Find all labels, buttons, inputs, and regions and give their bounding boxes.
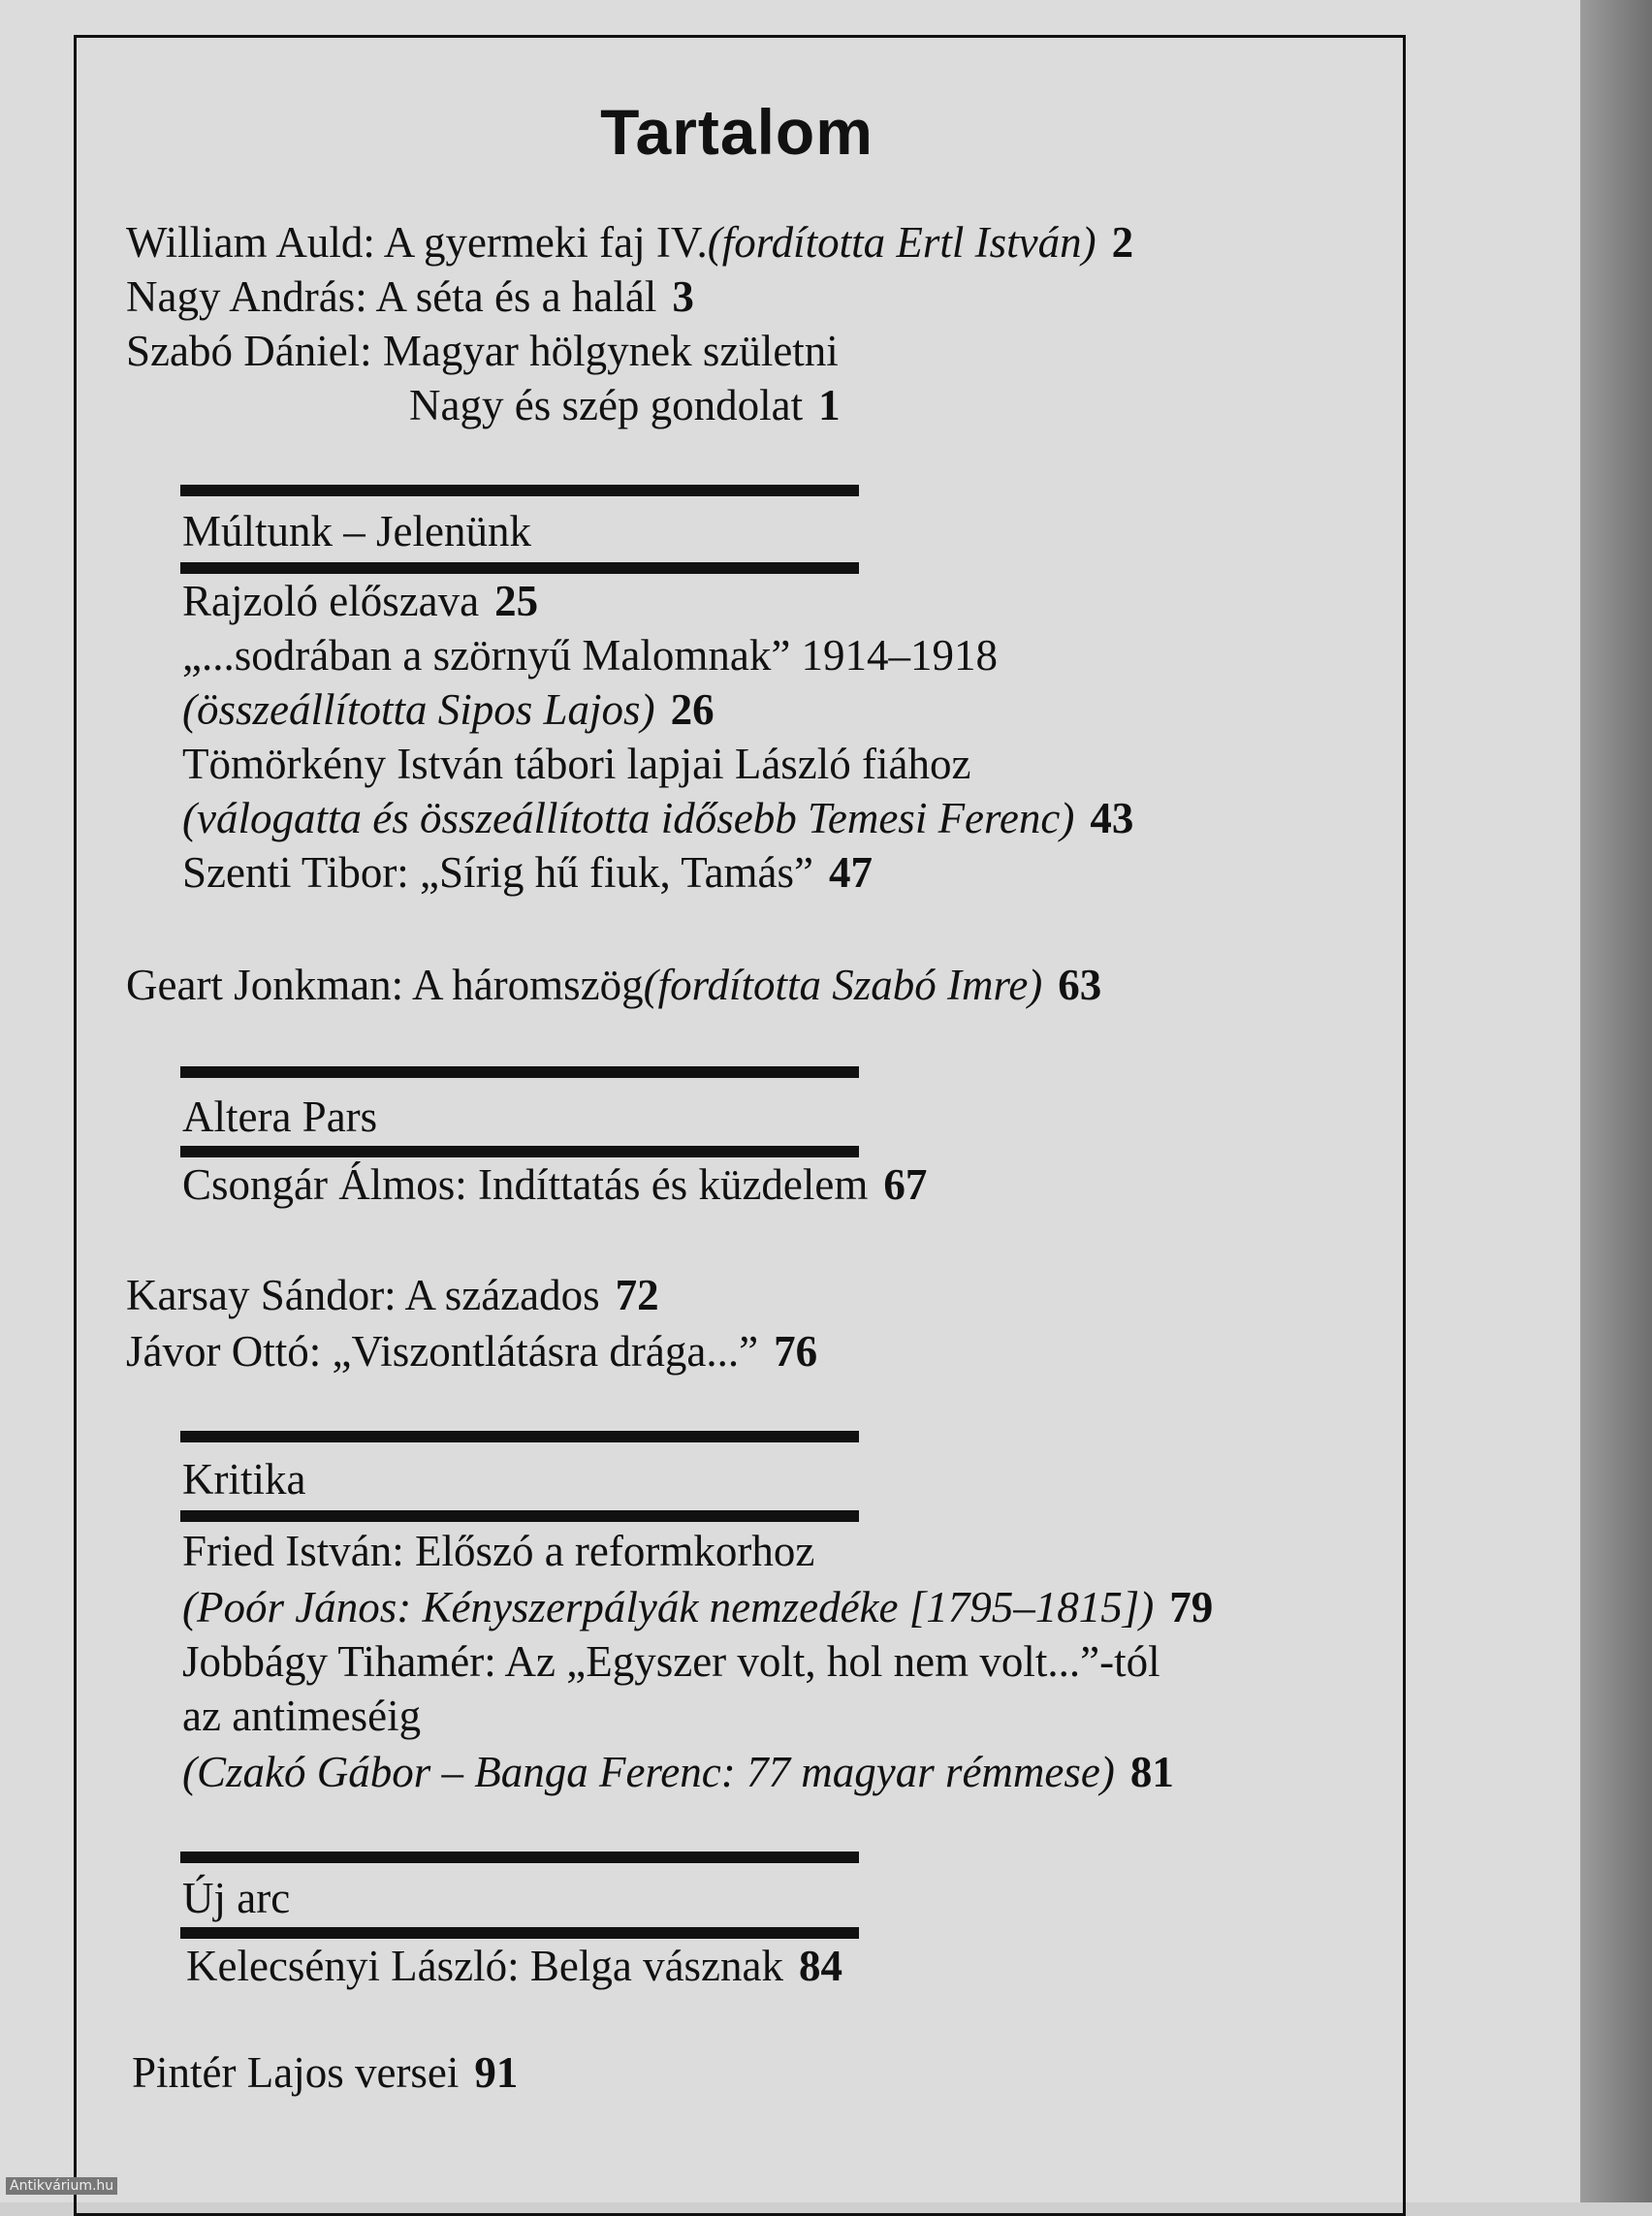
section-rule-bottom xyxy=(180,562,859,574)
entry-text: „...sodrában a szörnyű Malomnak” 1914–1918 xyxy=(182,631,999,680)
section-rule-bottom xyxy=(180,1146,859,1157)
entry-text: Nagy és szép gondolat xyxy=(409,381,804,429)
section-heading-multunk: Múltunk – Jelenünk xyxy=(182,507,531,555)
toc-entry xyxy=(182,1157,927,1212)
entry-page: 63 xyxy=(1058,961,1102,1009)
toc-entry xyxy=(126,1324,817,1378)
section-heading-altera: Altera Pars xyxy=(182,1092,378,1141)
entry-page: 1 xyxy=(818,381,841,429)
toc-entry xyxy=(182,1580,1213,1634)
entry-page: 84 xyxy=(799,1942,843,1990)
entry-text: Rajzoló előszava xyxy=(182,577,480,625)
toc-entry-auld xyxy=(126,215,1133,269)
entry-page: 81 xyxy=(1129,1748,1174,1796)
toc-entry xyxy=(182,1634,1160,1689)
toc-entry xyxy=(182,737,970,791)
entry-note: (fordította Szabó Imre) xyxy=(643,961,1043,1009)
toc-entry-nagy xyxy=(126,269,694,324)
section-rule-bottom xyxy=(180,1510,859,1522)
watermark: Antikvárium.hu xyxy=(6,2177,117,2195)
entry-text: Szabó Dániel: Magyar hölgynek születni xyxy=(126,327,839,375)
toc-entry xyxy=(182,1689,421,1743)
entry-text: Geart Jonkman: A háromszög xyxy=(126,961,644,1009)
toc-entry xyxy=(182,1524,814,1578)
toc-entry-jonkman xyxy=(126,958,1101,1012)
entry-page: 67 xyxy=(883,1160,928,1209)
section-heading-ujarc: Új arc xyxy=(182,1874,291,1922)
entry-note: (fordította Ertl István) xyxy=(707,218,1096,267)
entry-text: Tömörkény István tábori lapjai László fiához xyxy=(182,740,971,788)
entry-text: (válogatta és összeállította idősebb Temesi Ferenc) xyxy=(182,794,1075,842)
entry-page: 25 xyxy=(494,577,539,625)
entry-page: 91 xyxy=(474,2048,519,2097)
entry-text: (összeállította Sipos Lajos) xyxy=(182,685,655,734)
section-rule-top xyxy=(180,1066,859,1078)
entry-page: 2 xyxy=(1111,218,1134,267)
toc-entry-szabo xyxy=(126,324,839,378)
entry-text: az antimeséig xyxy=(182,1692,422,1740)
entry-text: Pintér Lajos versei xyxy=(132,2048,460,2097)
section-rule-bottom xyxy=(180,1927,859,1939)
section-rule-top xyxy=(180,1852,859,1863)
page-title: Tartalom xyxy=(600,96,874,168)
entry-page: 26 xyxy=(670,685,715,734)
entry-text: Jávor Ottó: „Viszontlátásra drága...” xyxy=(126,1327,759,1376)
entry-page: 43 xyxy=(1090,794,1134,842)
entry-page: 79 xyxy=(1169,1583,1214,1631)
entry-text: Kelecsényi László: Belga vásznak xyxy=(186,1942,784,1990)
entry-page: 76 xyxy=(774,1327,818,1376)
entry-page: 72 xyxy=(615,1271,659,1319)
entry-text: Jobbágy Tihamér: Az „Egyszer volt, hol nem volt...”-tól xyxy=(182,1637,1160,1686)
entry-page: 3 xyxy=(672,272,694,321)
entry-text: Karsay Sándor: A százados xyxy=(126,1271,600,1319)
entry-text: Fried István: Előszó a reformkorhoz xyxy=(182,1527,815,1575)
section-heading-kritika: Kritika xyxy=(182,1455,306,1504)
section-rule-top xyxy=(180,1431,859,1442)
toc-entry xyxy=(126,1268,659,1322)
section-rule-top xyxy=(180,485,859,496)
entry-text: (Poór János: Kényszerpályák nemzedéke [1795–1815]) xyxy=(182,1583,1155,1631)
toc-entry xyxy=(182,574,538,628)
toc-entry-szabo-cont xyxy=(409,378,841,432)
toc-entry xyxy=(182,1745,1174,1799)
toc-entry xyxy=(182,845,873,900)
entry-text: (Czakó Gábor – Banga Ferenc: 77 magyar rémmese) xyxy=(182,1748,1115,1796)
toc-entry xyxy=(182,791,1133,845)
toc-entry xyxy=(182,628,998,682)
entry-text: Csongár Álmos: Indíttatás és küzdelem xyxy=(182,1160,869,1209)
toc-entry-pinter xyxy=(132,2045,518,2100)
entry-text: William Auld: A gyermeki faj IV. xyxy=(126,218,708,267)
entry-text: Szenti Tibor: „Sírig hű fiuk, Tamás” xyxy=(182,848,814,897)
toc-entry xyxy=(186,1939,842,1993)
entry-text: Nagy András: A séta és a halál xyxy=(126,272,657,321)
toc-entry xyxy=(182,682,715,737)
page-edge-shadow xyxy=(1580,0,1652,2202)
entry-page: 47 xyxy=(829,848,874,897)
